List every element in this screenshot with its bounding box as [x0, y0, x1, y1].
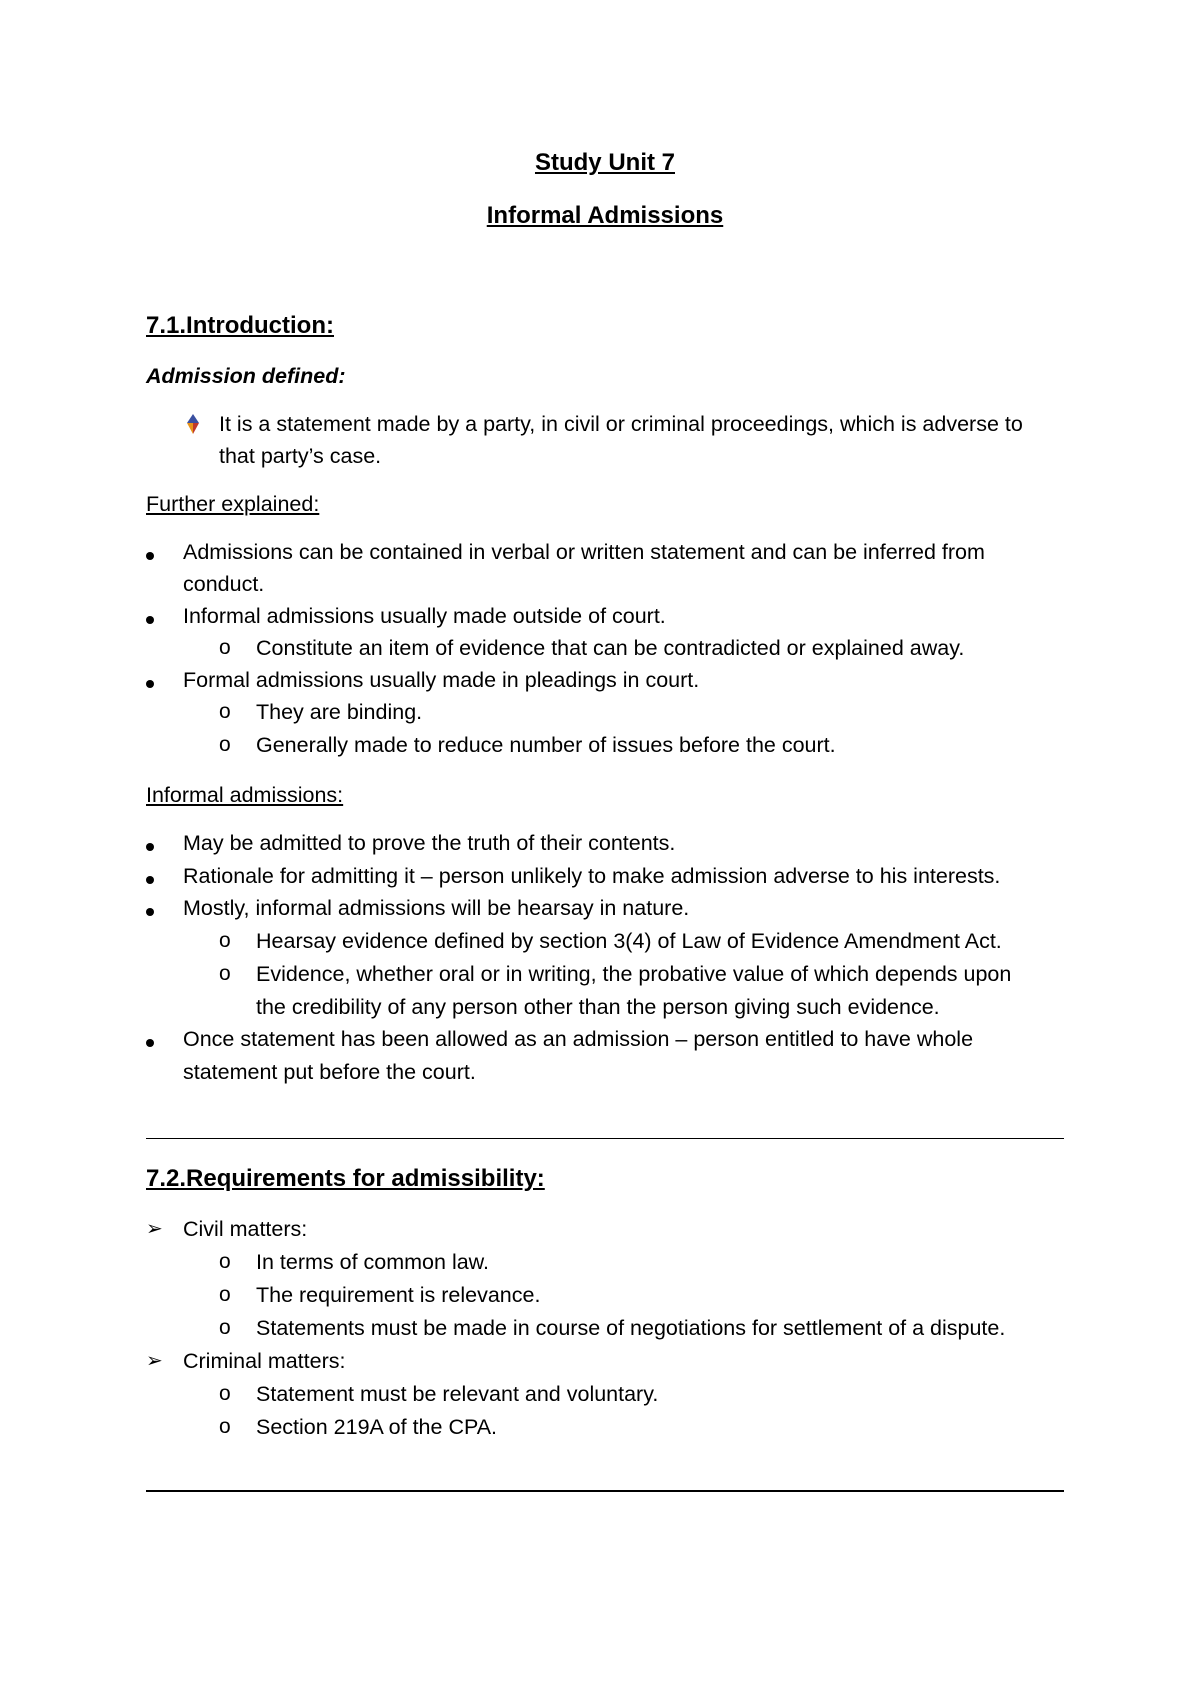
- informal-bullet-3-sub1: Hearsay evidence defined by section 3(4) of Law of Evidence Amendment Act.: [256, 929, 1002, 953]
- civil-sub-2: The requirement is relevance.: [256, 1283, 541, 1307]
- sub-bullet-icon: o: [219, 1316, 231, 1339]
- document-page: [146, 0, 1064, 1698]
- informal-bullet-3-sub2-line1: Evidence, whether oral or in writing, the probative value of which depends upon: [256, 962, 1012, 986]
- further-bullet-1-line2: conduct.: [183, 572, 265, 596]
- further-bullet-2: Informal admissions usually made outside of court.: [183, 604, 666, 628]
- further-bullet-3-sub2: Generally made to reduce number of issues before the court.: [256, 733, 836, 757]
- section-heading-introduction: 7.1.Introduction:: [146, 312, 334, 339]
- sub-bullet-icon: o: [219, 1382, 231, 1405]
- bullet-dot-icon: [146, 1039, 154, 1047]
- sub-bullet-icon: o: [219, 962, 231, 985]
- definition-text-line1: It is a statement made by a party, in civil or criminal proceedings, which is adverse to: [219, 412, 1023, 436]
- bullet-dot-icon: [146, 843, 154, 851]
- further-bullet-2-sub1: Constitute an item of evidence that can be contradicted or explained away.: [256, 636, 965, 660]
- sub-bullet-icon: o: [219, 636, 231, 659]
- sub-bullet-icon: o: [219, 929, 231, 952]
- criminal-sub-2: Section 219A of the CPA.: [256, 1415, 498, 1439]
- bullet-dot-icon: [146, 876, 154, 884]
- page-subtitle: Informal Admissions: [486, 202, 724, 229]
- further-bullet-3: Formal admissions usually made in pleadings in court.: [183, 668, 700, 692]
- bullet-dot-icon: [146, 908, 154, 916]
- page-title: Study Unit 7: [534, 149, 675, 176]
- sub-bullet-icon: o: [219, 700, 231, 723]
- sub-bullet-icon: o: [219, 1415, 231, 1438]
- arrowhead-bullet-icon: ➢: [146, 1350, 163, 1372]
- admission-defined-label: Admission defined:: [146, 364, 346, 388]
- informal-bullet-2: Rationale for admitting it – person unlikely to make admission adverse to his interests.: [183, 864, 1001, 888]
- informal-bullet-4-line2: statement put before the court.: [183, 1060, 476, 1084]
- criminal-sub-1: Statement must be relevant and voluntary.: [256, 1382, 659, 1406]
- section-heading-requirements: 7.2.Requirements for admissibility:: [146, 1165, 545, 1192]
- further-explained-label: Further explained:: [146, 492, 320, 516]
- section-divider: [146, 1138, 1064, 1139]
- definition-text-line2: that party’s case.: [219, 444, 382, 468]
- further-bullet-3-sub1: They are binding.: [256, 700, 423, 724]
- sub-bullet-icon: o: [219, 1283, 231, 1306]
- section-divider: [146, 1490, 1064, 1492]
- informal-bullet-1: May be admitted to prove the truth of their contents.: [183, 831, 676, 855]
- sub-bullet-icon: o: [219, 1250, 231, 1273]
- informal-bullet-3: Mostly, informal admissions will be hearsay in nature.: [183, 896, 690, 920]
- arrowhead-bullet-icon: ➢: [146, 1218, 163, 1240]
- bullet-dot-icon: [146, 552, 154, 560]
- arrow-bullet-icon: [183, 414, 203, 436]
- civil-sub-3: Statements must be made in course of negotiations for settlement of a dispute.: [256, 1316, 1006, 1340]
- civil-sub-1: In terms of common law.: [256, 1250, 489, 1274]
- further-bullet-1-line1: Admissions can be contained in verbal or written statement and can be inferred from: [183, 540, 985, 564]
- sub-bullet-icon: o: [219, 733, 231, 756]
- informal-admissions-label: Informal admissions:: [146, 783, 344, 807]
- bullet-dot-icon: [146, 680, 154, 688]
- criminal-matters-label: Criminal matters:: [183, 1349, 346, 1373]
- bullet-dot-icon: [146, 616, 154, 624]
- civil-matters-label: Civil matters:: [183, 1217, 308, 1241]
- informal-bullet-3-sub2-line2: the credibility of any person other than the person giving such evidence.: [256, 995, 940, 1019]
- informal-bullet-4-line1: Once statement has been allowed as an admission – person entitled to have whole: [183, 1027, 974, 1051]
